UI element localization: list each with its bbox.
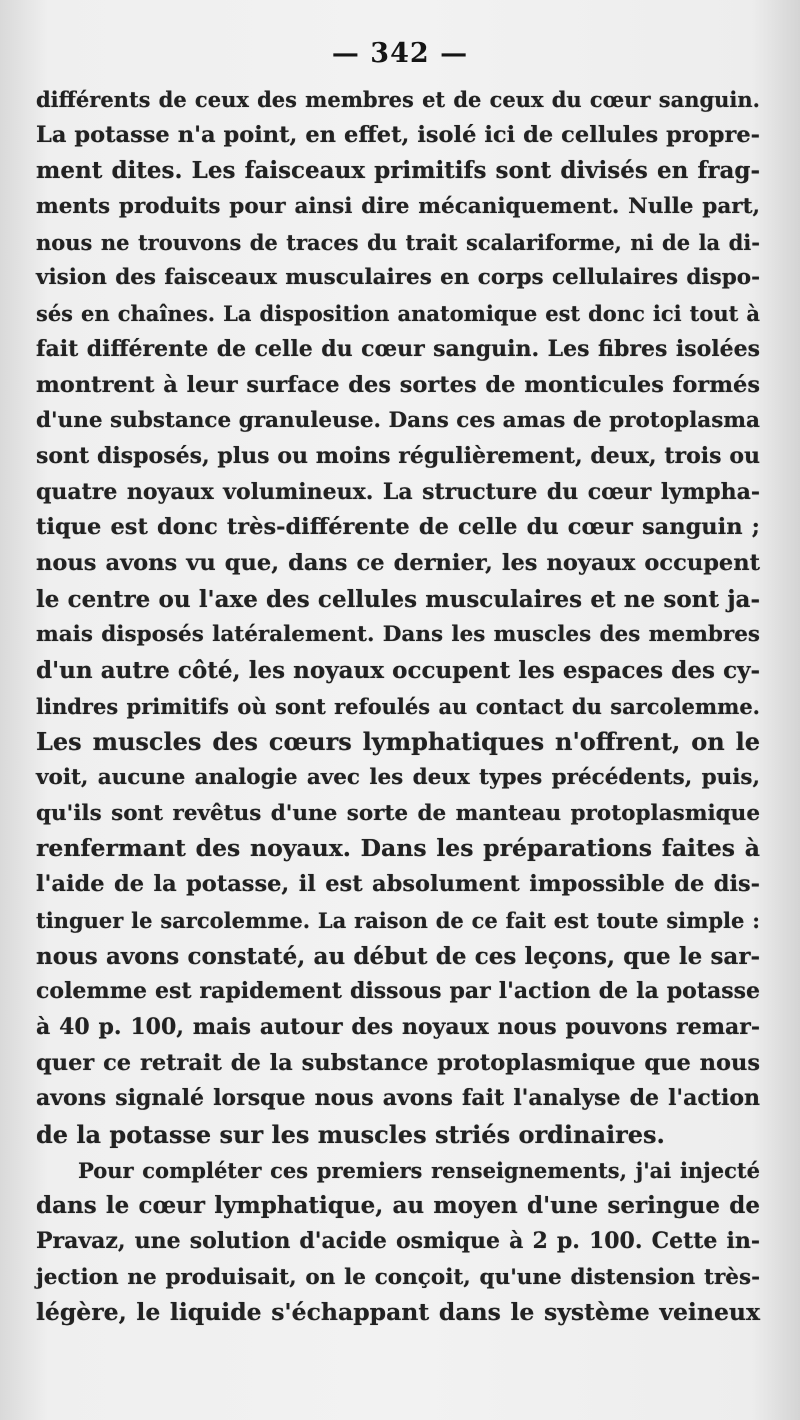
text-line: ments produits pour ainsi dire mécaniquement. Nulle part, [36,194,760,220]
text-line: avons signalé lorsque nous avons fait l'analyse de l'action [36,1085,760,1112]
text-line: vision des faisceaux musculaires en corps cellulaires dispo- [36,265,760,291]
text-line: différents de ceux des membres et de ceux du cœur sanguin. [36,87,760,112]
text-line: ment dites. Les faisceaux primitifs sont divisés en frag- [36,157,760,185]
text-line: légère, le liquide s'échappant dans le système veineux [36,1298,760,1327]
text-line: dans le cœur lymphatique, au moyen d'une seringue de [36,1192,760,1220]
body-text [36,82,760,1331]
text-line: renfermant des noyaux. Dans les préparations faites à [36,834,760,863]
text-line: colemme est rapidement dissous par l'action de la potasse [36,978,760,1005]
text-line: quatre noyaux volumineux. La structure du cœur lympha- [36,478,760,505]
text-line: fait différente de celle du cœur sanguin. Les fibres isolées [36,335,760,362]
text-line: quer ce retrait de la substance protoplasmique que nous [36,1049,760,1076]
text-line: montrent à leur surface des sortes de monticules formés [36,371,760,398]
text-line: qu'ils sont revêtus d'une sorte de manteau protoplasmique [36,800,760,826]
page-number: — 342 — [331,38,469,69]
text-line: jection ne produisait, on le conçoit, qu'une distension très- [36,1264,760,1290]
text-line: nous avons vu que, dans ce dernier, les noyaux occupent [36,549,760,576]
text-line: à 40 p. 100, mais autour des noyaux nous pouvons remar- [36,1013,760,1040]
text-line: d'un autre côté, les noyaux occupent les espaces des cy- [36,657,760,684]
text-line-paragraph-end: de la potasse sur les muscles striés ordinaires. [36,1119,665,1149]
text-line: lindres primitifs où sont refoulés au contact du sarcolemme. [36,693,760,719]
text-line: sés en chaînes. La disposition anatomique est donc ici tout à [36,301,760,327]
text-line: d'une substance granuleuse. Dans ces amas de protoplasma [36,408,760,434]
text-line: nous ne trouvons de traces du trait scalariforme, ni de la di- [36,229,760,255]
text-line: mais disposés latéralement. Dans les muscles des membres [36,622,760,648]
text-line-paragraph-start: Pour compléter ces premiers renseignements, j'ai injecté [78,1157,760,1183]
text-line: Pravaz, une solution d'acide osmique à 2 p. 100. Cette in- [36,1228,760,1254]
text-line: nous avons constaté, au début de ces leçons, que le sar- [36,942,760,970]
text-line: Les muscles des cœurs lymphatiques n'offrent, on le [36,727,760,757]
text-line: l'aide de la potasse, il est absolument impossible de dis- [36,871,760,898]
text-line: voit, aucune analogie avec les deux types précédents, puis, [36,765,760,791]
text-line: tinguer le sarcolemme. La raison de ce fait est toute simple : [36,907,760,933]
text-line: tique est donc très-différente de celle du cœur sanguin ; [36,514,760,541]
text-line: sont disposés, plus ou moins régulièrement, deux, trois ou [36,442,760,469]
text-line: le centre ou l'axe des cellules musculaires et ne sont ja- [36,585,760,613]
text-line: La potasse n'a point, en effet, isolé ici de cellules propre- [36,121,760,148]
